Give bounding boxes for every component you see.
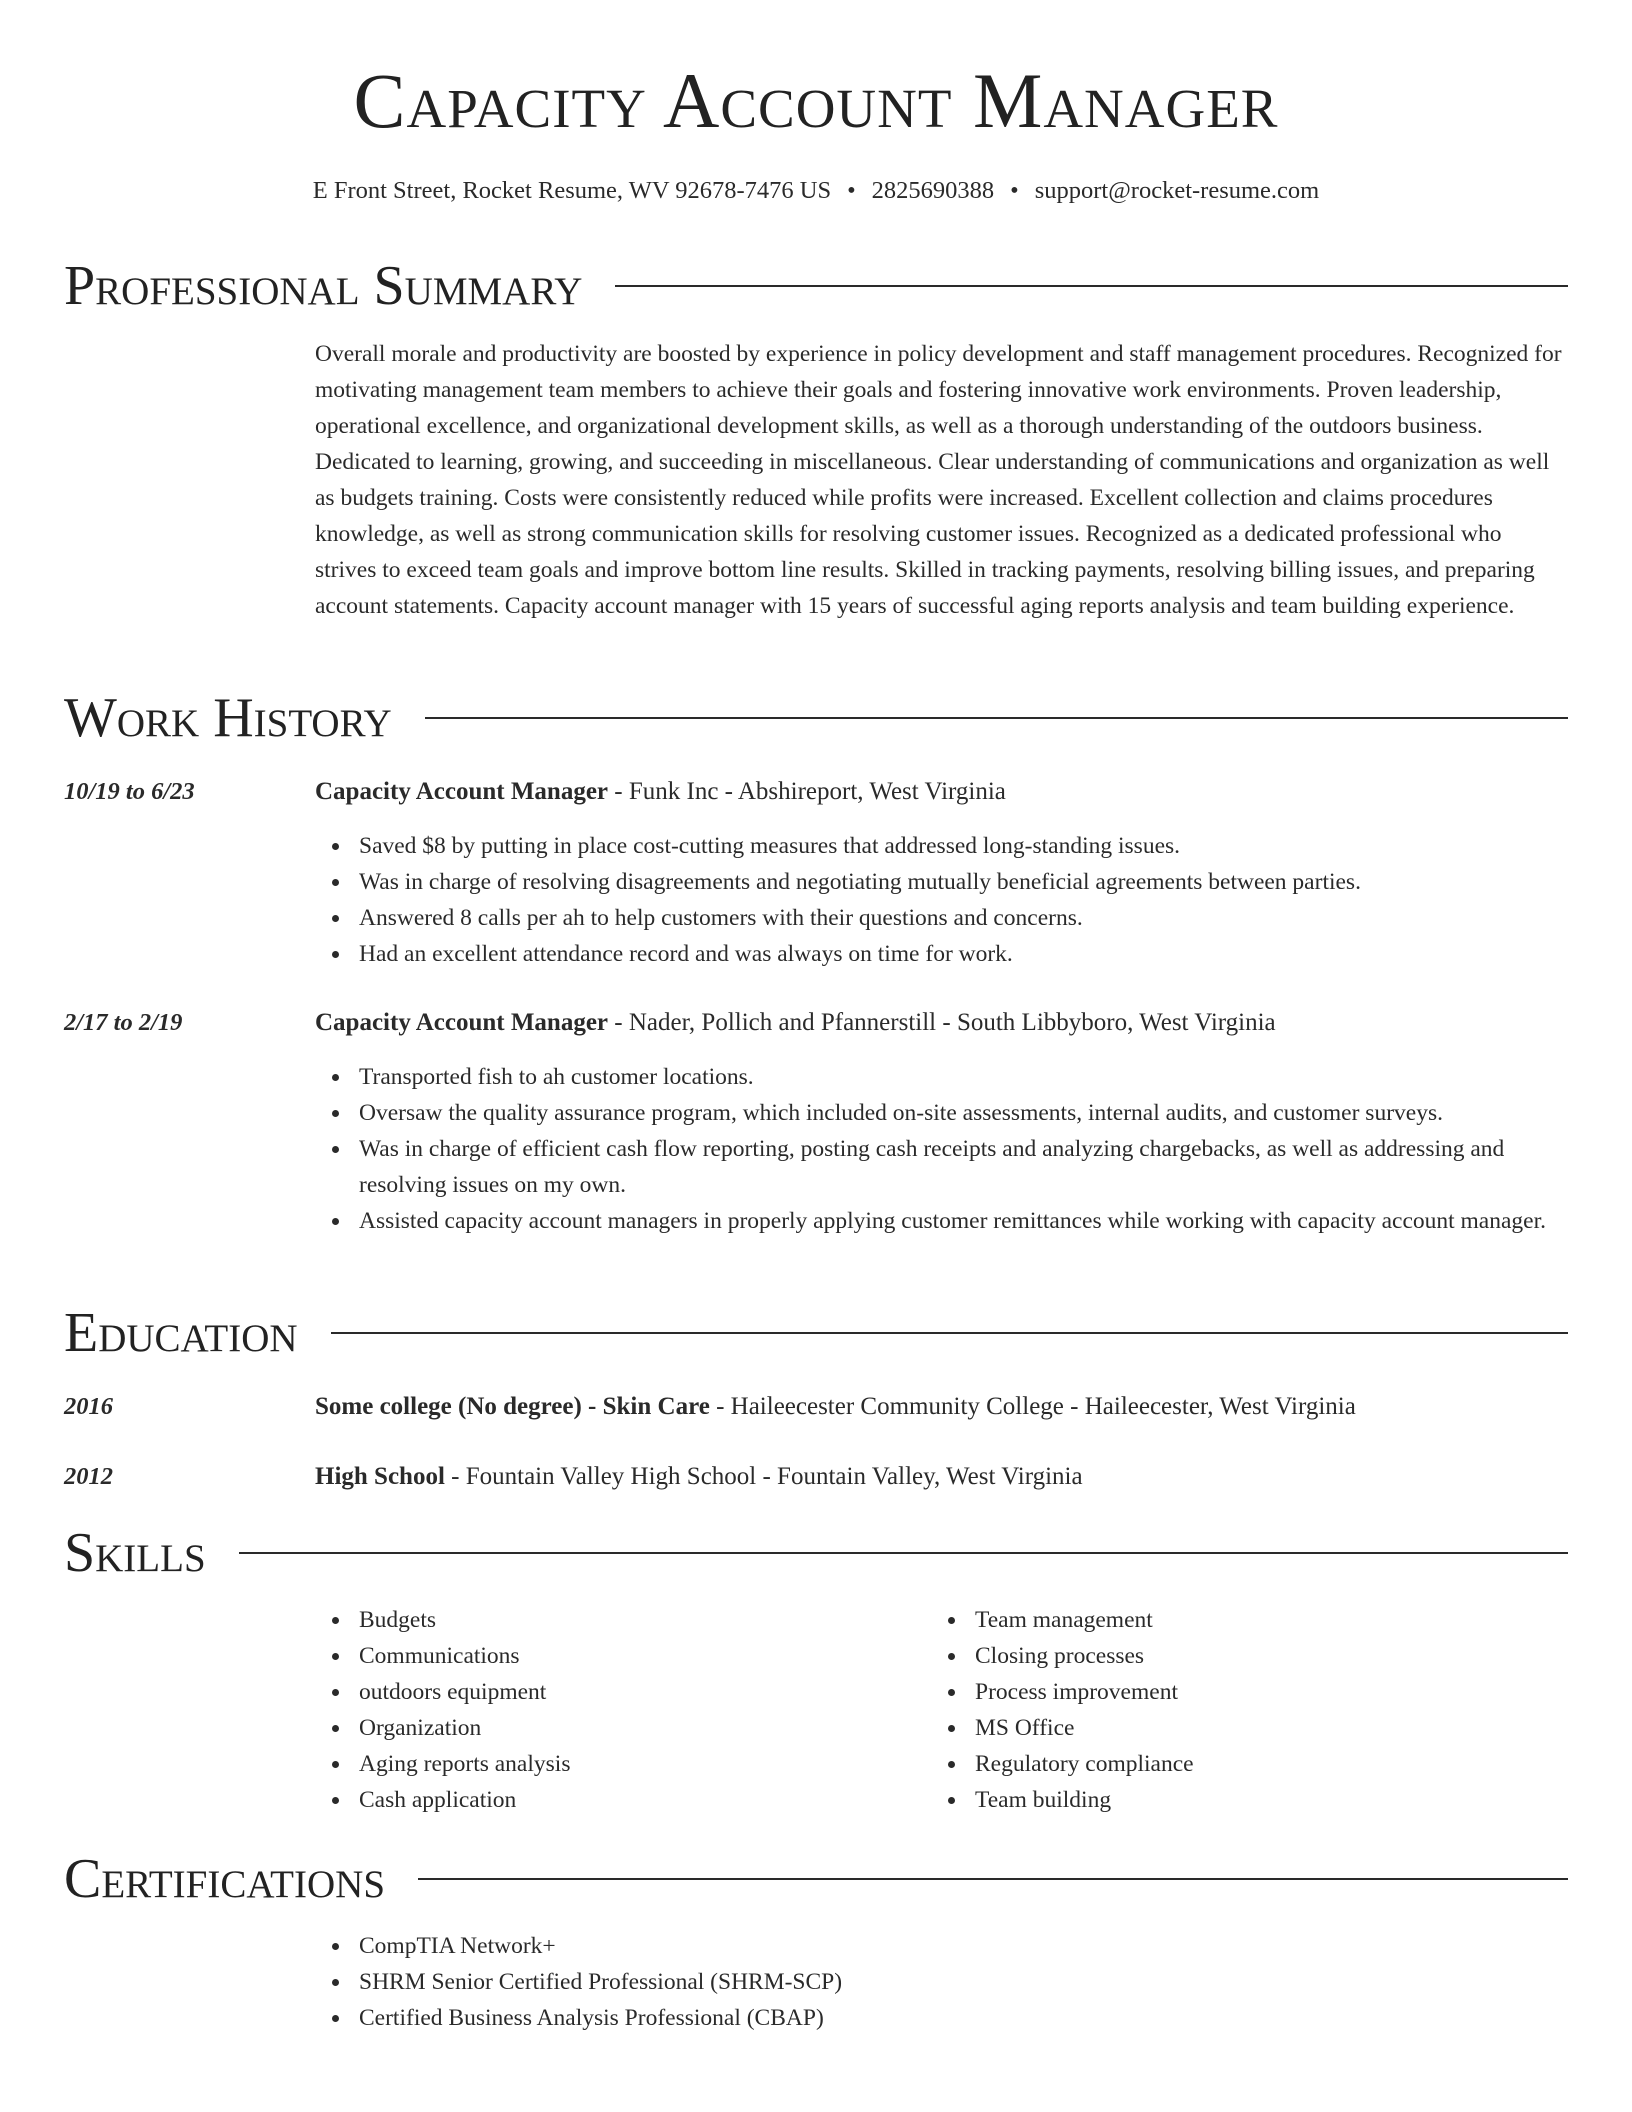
- skills-list-left: [315, 1602, 915, 1818]
- skill-item: Communications: [315, 1638, 915, 1674]
- skill-item: Budgets: [315, 1602, 915, 1638]
- job-bullets: [315, 1059, 1568, 1239]
- section-heading-work-history: [64, 687, 1568, 749]
- education-degree: Some college (No degree) - Skin Care: [315, 1393, 710, 1420]
- section-title: Work History: [64, 687, 392, 749]
- education-year: 2016: [64, 1393, 113, 1420]
- list-item: Answered 8 calls per ah to help customers with their questions and concerns.: [315, 900, 1568, 936]
- section-title: Skills: [64, 1522, 206, 1584]
- contact-phone: 2825690388: [871, 177, 995, 204]
- skill-item: Team management: [931, 1602, 1531, 1638]
- contact-email[interactable]: support@rocket-resume.com: [1034, 177, 1320, 204]
- section-title: Certifications: [64, 1848, 386, 1910]
- section-heading-summary: [64, 255, 1568, 317]
- contact-line: [64, 173, 1568, 209]
- certifications-list: [315, 1928, 1568, 2036]
- job-title: Capacity Account Manager: [315, 1009, 609, 1036]
- certification-item: SHRM Senior Certified Professional (SHRM-SCP): [315, 1964, 1568, 2000]
- skill-item: Organization: [315, 1710, 915, 1746]
- job-bullets: [315, 828, 1568, 972]
- contact-address: E Front Street, Rocket Resume, WV 92678-7476 US: [312, 177, 832, 204]
- education-year: 2012: [64, 1463, 113, 1490]
- contact-separator: •: [1010, 177, 1019, 204]
- skill-item: outdoors equipment: [315, 1674, 915, 1710]
- job-employer: - Nader, Pollich and Pfannerstill - South Libbyboro, West Virginia: [608, 1009, 1276, 1036]
- section-heading-skills: [64, 1522, 1568, 1584]
- job-dates: 10/19 to 6/23: [64, 778, 195, 805]
- skill-item: MS Office: [931, 1710, 1531, 1746]
- education-school: - Fountain Valley High School - Fountain Valley, West Virginia: [444, 1463, 1083, 1490]
- job-heading: [315, 774, 1568, 810]
- list-item: Transported fish to ah customer locations.: [315, 1059, 1568, 1095]
- section-divider: [331, 1332, 1568, 1334]
- certification-item: Certified Business Analysis Professional (CBAP): [315, 2000, 1568, 2036]
- section-divider: [418, 1878, 1568, 1880]
- section-divider: [425, 717, 1568, 719]
- contact-separator: •: [847, 177, 856, 204]
- job-employer: - Funk Inc - Abshireport, West Virginia: [608, 778, 1006, 805]
- section-title: Professional Summary: [64, 255, 583, 317]
- education-degree: High School: [315, 1463, 445, 1490]
- list-item: Oversaw the quality assurance program, which included on-site assessments, internal audits, and customer surveys.: [315, 1095, 1568, 1131]
- job-heading: [315, 1005, 1568, 1041]
- certification-item: CompTIA Network+: [315, 1928, 1568, 1964]
- job-title: Capacity Account Manager: [315, 778, 609, 805]
- section-title: Education: [64, 1302, 298, 1364]
- section-heading-certifications: [64, 1848, 1568, 1910]
- candidate-name: Capacity Account Manager: [353, 57, 1279, 144]
- list-item: Saved $8 by putting in place cost-cutting measures that addressed long-standing issues.: [315, 828, 1568, 864]
- education-school: - Haileecester Community College - Haileecester, West Virginia: [709, 1393, 1356, 1420]
- job-dates: 2/17 to 2/19: [64, 1009, 183, 1036]
- skill-item: Team building: [931, 1782, 1531, 1818]
- skill-item: Regulatory compliance: [931, 1746, 1531, 1782]
- list-item: Was in charge of efficient cash flow reporting, posting cash receipts and analyzing chargebacks, as well as addressing and resolving issues on my own.: [315, 1131, 1568, 1203]
- list-item: Assisted capacity account managers in properly applying customer remittances while working with capacity account manager.: [315, 1203, 1568, 1239]
- list-item: Was in charge of resolving disagreements and negotiating mutually beneficial agreements between parties.: [315, 864, 1568, 900]
- skill-item: Cash application: [315, 1782, 915, 1818]
- skill-item: Aging reports analysis: [315, 1746, 915, 1782]
- education-entry: [315, 1459, 1568, 1495]
- section-divider: [615, 285, 1568, 287]
- skill-item: Process improvement: [931, 1674, 1531, 1710]
- skills-list-right: [931, 1602, 1531, 1818]
- skill-item: Closing processes: [931, 1638, 1531, 1674]
- section-heading-education: [64, 1302, 1568, 1364]
- section-divider: [239, 1552, 1568, 1554]
- education-entry: [315, 1389, 1568, 1425]
- summary-text: Overall morale and productivity are boosted by experience in policy development and staff management procedures. Recognized for motivating management team members to achieve their goals and fostering innovative work environments. Proven leadership, operational excellence, and organizational development skills, as well as a thorough understanding of the outdoors business. Dedicated to learning, growing, and succeeding in miscellaneous. Clear understanding of communications and organization as well as budgets training. Costs were consistently reduced while profits were increased. Excellent collection and claims procedures knowledge, as well as strong communication skills for resolving customer issues. Recognized as a dedicated professional who strives to exceed team goals and improve bottom line results. Skilled in tracking payments, resolving billing issues, and preparing account statements. Capacity account manager with 15 years of successful aging reports analysis and team building experience.: [315, 341, 1562, 619]
- list-item: Had an excellent attendance record and was always on time for work.: [315, 936, 1568, 972]
